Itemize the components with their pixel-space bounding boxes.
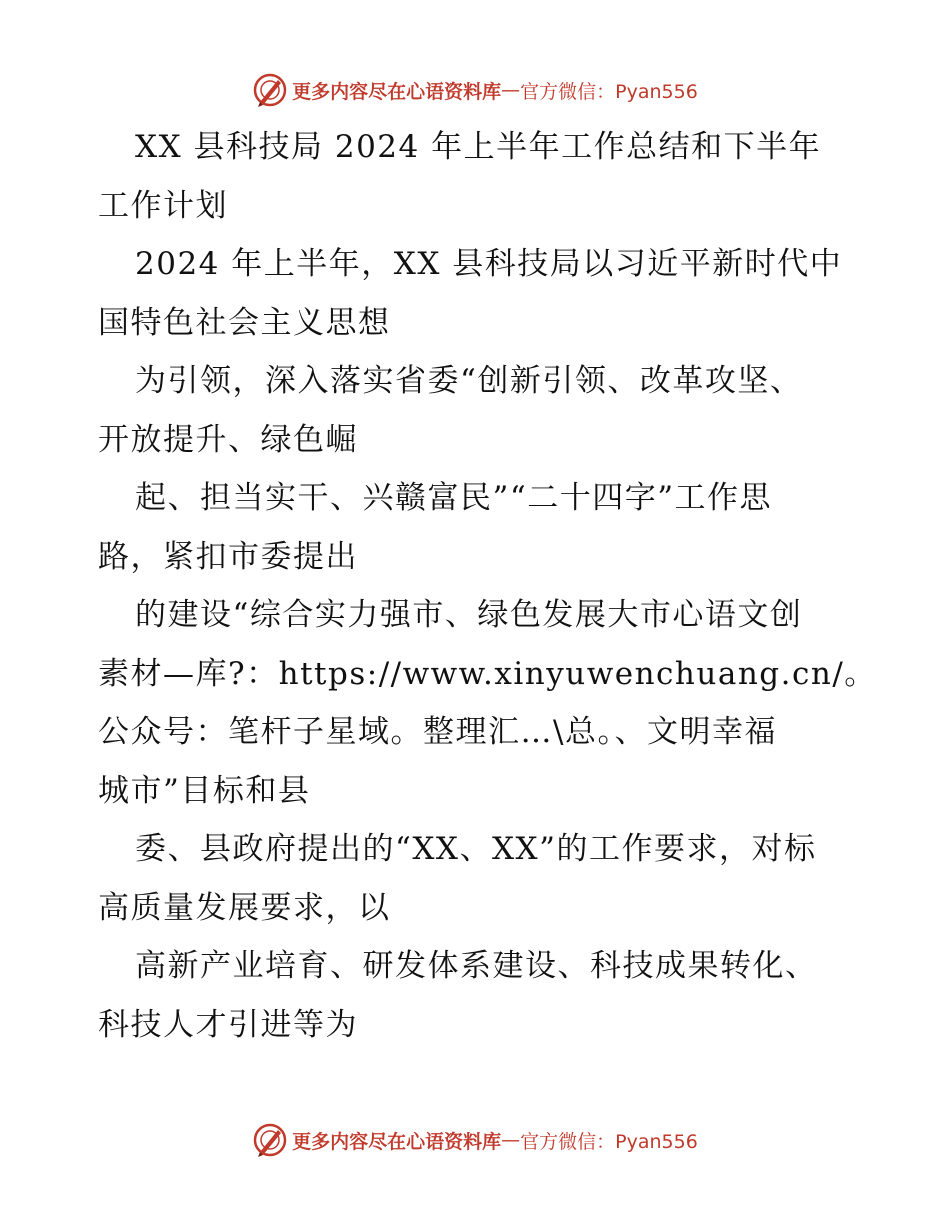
banner-brand-text: 更多内容尽在心语资料库 xyxy=(292,1130,502,1153)
paragraph-line: 开放提升、绿色崛 xyxy=(98,421,358,458)
paragraph-line: 高质量发展要求，以 xyxy=(98,889,391,926)
paragraph-line: 科技人才引进等为 xyxy=(98,1006,358,1043)
title-line-1: XX 县科技局 2024 年上半年工作总结和下半年 xyxy=(135,129,822,165)
paragraph-line: 的建设“综合实力强市、绿色发展大市心语文创 xyxy=(135,597,803,633)
pen-logo-icon xyxy=(252,1122,288,1158)
paragraph-line: 委、县政府提出的“XX、XX”的工作要求，对标 xyxy=(135,831,817,867)
title-line-2: 工作计划 xyxy=(98,187,228,224)
paragraph-line: 素材—库?：https://www.xinyuwenchuang.cn/。 xyxy=(98,655,877,692)
paragraph-line: 公众号：笔杆子星域。整理汇…\总。、文明幸福 xyxy=(98,714,777,750)
paragraph-line: 2024 年上半年，XX 县科技局以习近平新时代中 xyxy=(135,246,843,282)
banner-separator: — xyxy=(501,79,521,101)
paragraph-line: 城市”目标和县 xyxy=(98,772,311,809)
footer-banner xyxy=(0,1120,950,1160)
document-body xyxy=(98,118,877,1054)
paragraph-line: 起、担当实干、兴赣富民”“二十四字”工作思 xyxy=(135,480,773,516)
paragraph-line: 国特色社会主义思想 xyxy=(98,304,391,341)
banner-separator: — xyxy=(501,1129,521,1151)
banner-brand-text: 更多内容尽在心语资料库 xyxy=(292,80,502,103)
pen-logo-icon xyxy=(252,72,288,108)
paragraph-line: 路，紧扣市委提出 xyxy=(98,538,358,575)
banner-contact-text: 官方微信：Pyan556 xyxy=(520,1130,698,1153)
banner-contact-text: 官方微信：Pyan556 xyxy=(520,80,698,103)
paragraph-line: 高新产业培育、研发体系建设、科技成果转化、 xyxy=(135,948,818,984)
paragraph-line: 为引领，深入落实省委“创新引领、改革攻坚、 xyxy=(135,363,803,399)
header-banner xyxy=(0,70,950,110)
